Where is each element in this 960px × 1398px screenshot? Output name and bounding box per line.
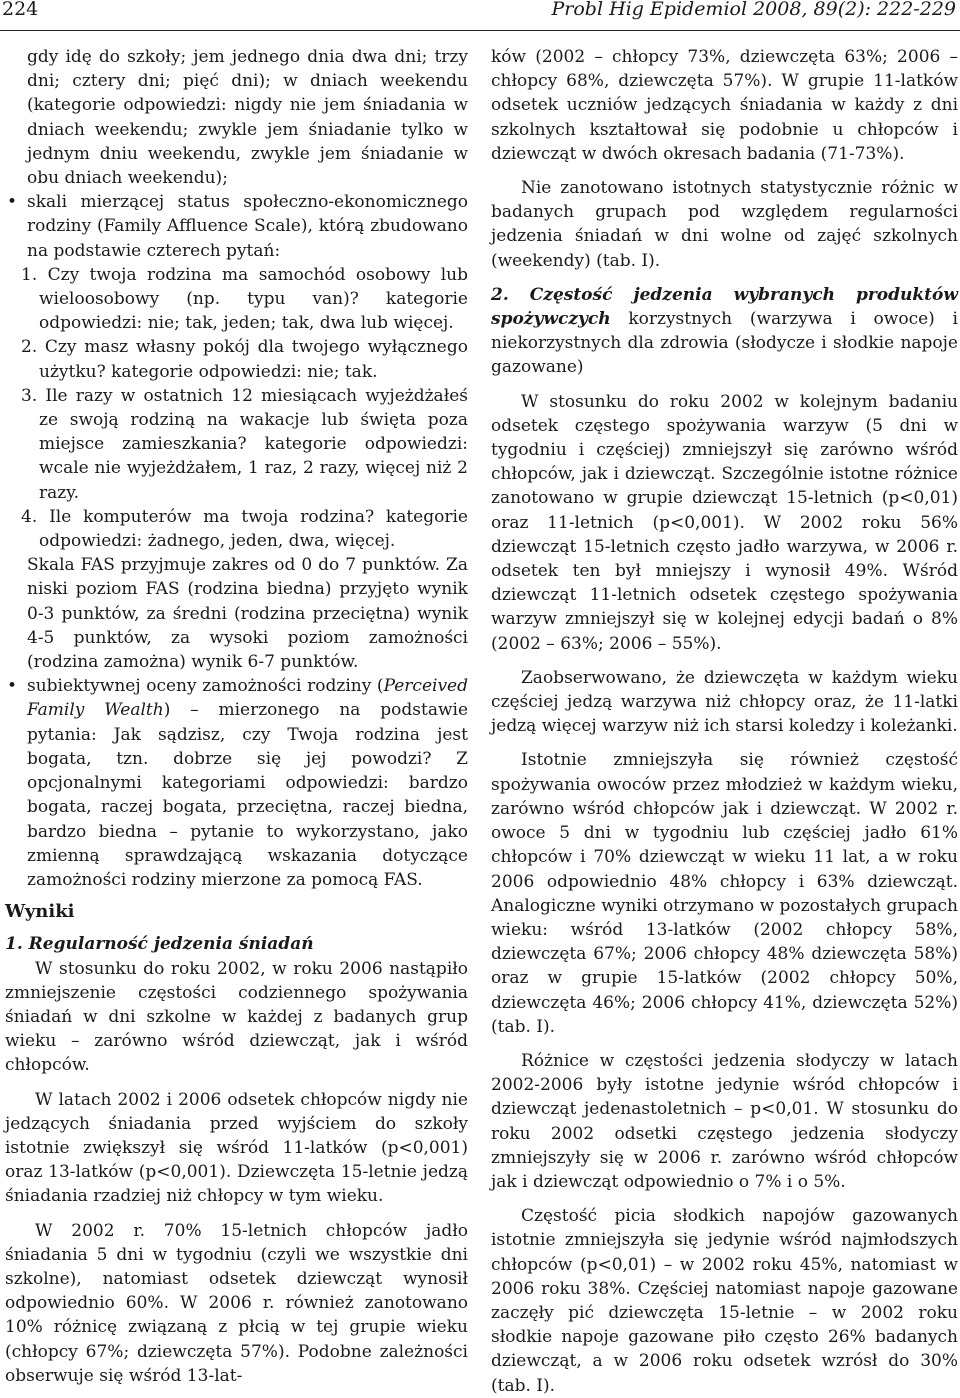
paragraph: Istotnie zmniejszyła się również częstość spożywania owoców przez młodzież w każdym wieku, zarówno wśród chłopców jak i dziewcząt. W 2002 r. owoce 5 dni w tygodniu lub częściej jadło 61% chłopców i 70% dziewcząt w wieku 11 lat, a w roku 2006 odpowiednio 48% chłopcy i 63% dziewcząt. Analogiczne wyniki otrzymano w pozostałych grupach wieku: wśród 13-latków (2002 chłopcy 58%, dziewczęta 67%; 2006 chłopcy 48% dziewczęta 58%) oraz w grupie 15-latków (2002 chłopcy 50%, dziewczęta 46%; 2006 chłopcy 41%, dziewczęta 52%) (tab. I). <box>491 750 958 1037</box>
subsection-heading-foods <box>491 283 958 380</box>
text-run-italic: Perceived Family Wealth <box>27 676 468 721</box>
question-4: 4. Ile komputerów ma twoja rodzina? kategorie odpowiedzi: żadnego, jeden, dwa, więcej. <box>21 506 468 552</box>
bullet-fas: • skali mierzącej status społeczno-ekonomicznego rodziny (Family Affluence Scale), którą zbudowano na podstawie czterech pytań: <box>5 190 468 263</box>
right-column <box>491 45 958 1398</box>
question-2: 2. Czy masz własny pokój dla twojego wyłącznego użytku? kategorie odpowiedzi: nie; tak. <box>21 337 468 382</box>
paragraph: W 2002 r. 70% 15-letnich chłopców jadło śniadania 5 dni w tygodniu (czyli we wszystkie dni szkolne), natomiast odsetek dziewcząt wynosił odpowiednio 60%. W 2006 r. również zanotowano 10% różnicę związaną z płcią w tej grupie wieku (chłopcy 67%; dziewczęta 57%). Podobne zależności obserwuje się wśród 13-lat- <box>5 1220 468 1386</box>
paragraph: Nie zanotowano istotnych statystycznie różnic w badanych grupach pod względem regularności jedzenia śniadań w dni wolne od zajęć szkolnych (weekendy) (tab. I). <box>491 178 958 271</box>
subsection-heading-breakfast: 1. Regularność jedzenia śniadań <box>5 934 314 955</box>
journal-citation: Probl Hig Epidemiol 2008, 89(2): 222-229 <box>551 0 956 20</box>
page-header <box>0 0 960 31</box>
text-run: subiektywnej oceny zamożności rodziny ( <box>27 676 384 697</box>
paragraph-fas-scale: Skala FAS przyjmuje zakres od 0 do 7 punktów. Za niski poziom FAS (rodzina biedna) przyjęto wynik 0-3 punktów, za średni (rodzina przeciętna) wynik 4-5 punktów, za wysoki poziom zamożności (rodzina zamożna) wynik 6-7 punktów. <box>27 555 468 673</box>
text-run: ) – mierzonego na podstawie pytania: Jak sądzisz, czy Twoja rodzina jest bogata, tzn. dobrze się jej powodzi? Z opcjonalnymi kategoriami odpowiedzi: bardzo bogata, raczej bogata, przeciętna, raczej biedna, bardzo biedna – pytanie to wykorzystano, jako zmienną sprawdzającą wskazania dotyczące zamożności rodziny mierzone za pomocą FAS. <box>27 700 468 890</box>
paragraph: W stosunku do roku 2002, w roku 2006 nastąpiło zmniejszenie częstości codziennego spożywania śniadań w dni szkolne w każdej z badanych grup wieku – zarówno wśród dziewcząt, jak i wśród chłopców. <box>5 958 468 1076</box>
section-heading-results: Wyniki <box>5 901 75 923</box>
question-3: 3. Ile razy w ostatnich 12 miesiącach wyjeżdżałeś ze swoją rodziną na wakacje lub święta poza miejsce zamieszkania? kategorie odpowiedzi: wcale nie wyjeżdżałem, 1 raz, 2 razy, więcej niż 2 razy. <box>21 385 468 503</box>
paragraph: gdy idę do szkoły; jem jednego dnia dwa dni; trzy dni; cztery dni; pięć dni); w dniach weekendu (kategorie odpowiedzi: nigdy nie jem śniadania w dniach weekendu; zwykle jem śniadanie tylko w jednym dniu weekendu, zwykle jem śniadanie w obu dniach weekendu); <box>27 47 468 189</box>
paragraph: ków (2002 – chłopcy 73%, dziewczęta 63%; 2006 – chłopcy 68%, dziewczęta 57%). W grupie 11-latków odsetek uczniów jedzących śniadania w każdy z dni szkolnych kształtował się podobnie u chłopców i dziewcząt w dwóch okresach badania (71-73%). <box>491 47 958 164</box>
question-1: 1. Czy twoja rodzina ma samochód osobowy lub wieloosobowy (np. typu van)? kategorie odpowiedzi: nie; tak, jeden; tak, dwa lub więcej. <box>21 264 468 334</box>
paragraph: Zaobserwowano, że dziewczęta w każdym wieku częściej jedzą warzywa niż chłopcy oraz, że 11-latki jedzą więcej warzyw niż ich starsi koledzy i koleżanki. <box>491 667 958 737</box>
paragraph: Różnice w częstości jedzenia słodyczy w latach 2002-2006 były istotne jedynie wśród chłopców i dziewcząt jedenastoletnich – p<0,01. W stosunku do roku 2002 odsetki częstego jedzenia słodyczy zmniejszyły się w 2006 r. zarówno wśród chłopców jak i dziewcząt odpowiednio o 7% i o 5%. <box>491 1050 958 1192</box>
subsection-title: 2. Częstość jedzenia wybranych produktów spożywczych <box>491 284 958 330</box>
page-number: 224 <box>2 0 39 20</box>
paragraph: Częstość picia słodkich napojów gazowanych istotnie zmniejszyła się jedynie wśród najmłodszych chłopców (p<0,01) – w 2002 roku 45%, natomiast w 2006 roku 38%. Częściej natomiast napoje gazowane zaczęły pić dziewczęta 15-letnie – w 2002 roku słodkie napoje gazowane piło często 26% badanych dziewcząt, a w 2006 roku odsetek wzrósł do 30% (tab. I). <box>491 1206 958 1396</box>
left-column <box>5 45 468 1388</box>
paragraph: W latach 2002 i 2006 odsetek chłopców nigdy nie jedzących śniadania przed wyjściem do szkoły istotnie zwiększył się wśród 11-latków (p<0,001) oraz 13-latków (p<0,001). Dziewczęta 15-letnie jedzą śniadania rzadziej niż chłopcy w tym wieku. <box>5 1089 468 1207</box>
bullet-perceived-wealth <box>5 674 468 892</box>
paragraph: W stosunku do roku 2002 w kolejnym badaniu odsetek częstego spożywania warzyw (5 dni w tygodniu i częściej) zmniejszył się zarówno wśród chłopców, jak i dziewcząt. Szczególnie istotne różnice zanotowano w grupie dziewcząt 15-letnich (p<0,01) oraz 11-letnich (p<0,001). W 2002 roku 56% dziewcząt 15-letnich często jadło warzywa, w 2006 r. odsetek ten był mniejszy i wynosił 49%. Wśród dziewcząt 11-letnich odsetek częstego spożywania warzyw zmniejszył się w kolejnej edycji badań o 8% (2002 – 63%; 2006 – 55%). <box>491 391 958 654</box>
text-run: korzystnych (warzywa i owoce) i niekorzystnych dla zdrowia (słodycze i słodkie napoje gazowane) <box>491 309 958 378</box>
